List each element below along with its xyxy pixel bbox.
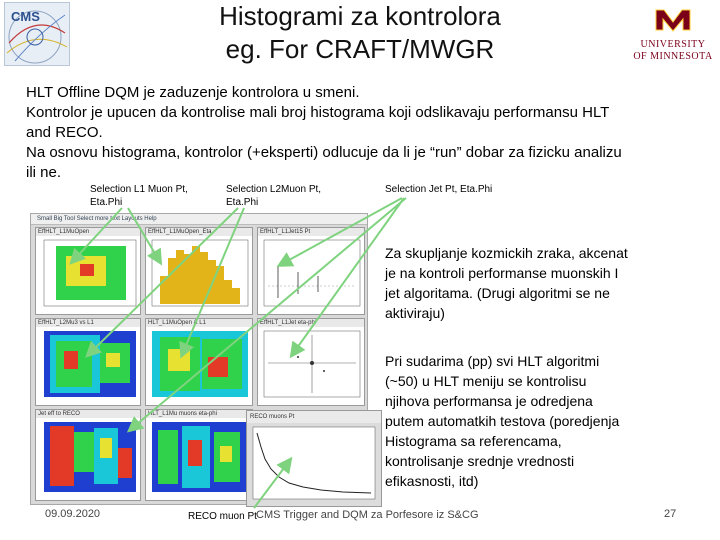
umn-line-2: OF MINNESOTA xyxy=(633,51,713,62)
body-line-2: Kontrolor je upucen da kontrolise mali broj histograma koji odslikavaju performansu HLT xyxy=(26,104,610,121)
footer-page-number: 27 xyxy=(664,508,677,520)
right-text-1-line-4: aktiviraju) xyxy=(385,305,445,321)
panel-6-title: EffHLT_L1Jet eta-phi xyxy=(258,319,364,327)
label-l1-line-2: Eta.Phi xyxy=(90,197,123,208)
label-l1-line-1: Selection L1 Muon Pt, xyxy=(90,184,188,195)
label-l2-line-2: Eta.Phi xyxy=(226,197,259,208)
arrow-l1-to-panel1 xyxy=(72,208,122,262)
right-text-2-line-1: Pri sudarima (pp) svi HLT algoritmi xyxy=(385,353,600,369)
arrow-jet-to-panel7 xyxy=(130,198,406,430)
label-jet: Selection Jet Pt, Eta.Phi xyxy=(385,184,493,195)
title-line-2: eg. For CRAFT/MWGR xyxy=(225,34,495,64)
right-text-2-line-2: (~50) u HLT meniju se kontrolisu xyxy=(385,373,587,389)
right-text-2-line-6: kontrolisanje srednje vrednosti xyxy=(385,453,575,469)
panel-7-title: Jet eff to RECO xyxy=(36,410,140,418)
arrow-l2-to-panel4 xyxy=(88,208,238,355)
label-reco-muon: RECO muon Pt xyxy=(188,511,257,522)
panel-4-title: EffHLT_L2Mu3 vs L1 xyxy=(36,319,140,327)
panel-2-title: EffHLT_L1MuOpen_Eta xyxy=(146,228,252,236)
title-line-1: Histogrami za kontrolora xyxy=(219,1,501,31)
body-line-1: HLT Offline DQM je zaduzenje kontrolora u smeni. xyxy=(26,84,360,101)
right-text-2-line-4: putem automatkih testova (poredjenja xyxy=(385,413,620,429)
cms-logo-text: CMS xyxy=(11,9,40,24)
right-text-2-line-3: njihova performansa je odredjena xyxy=(385,393,593,409)
arrow-reco-to-panel xyxy=(254,460,290,508)
reco-panel-title: RECO muons Pt xyxy=(247,411,381,423)
panel-1-title: EffHLT_L1MuOpen xyxy=(36,228,140,236)
footer-date: 09.09.2020 xyxy=(45,508,101,520)
right-text-1-line-2: je na kontroli performanse muonskih I xyxy=(385,265,619,281)
body-line-3: and RECO. xyxy=(26,124,103,141)
dqm-toolbar-text: Small Big Tool Select more text Layouts Help xyxy=(37,216,157,222)
panel-3-title: EffHLT_L1Jet15 Pt xyxy=(258,228,364,236)
arrow-l2-to-panel5 xyxy=(182,208,244,355)
panel-8-title: HLT_L1Mu muons eta-phi xyxy=(146,410,252,418)
body-line-4: Na osnovu histograma, kontrolor (+eksperti) odlucuje da li je “run” dobar za fizicku analizu xyxy=(26,144,622,161)
right-text-2-line-5: Histograma sa referencama, xyxy=(385,433,562,449)
panel-5-title: HLT_L1MuOpen & L1 xyxy=(146,319,252,327)
right-text-1-line-3: jet algoritama. (Drugi algoritmi se ne xyxy=(385,285,610,301)
right-text-1-line-1: Za skupljanje kozmickih zraka, akcenat xyxy=(385,245,628,261)
right-text-block-1 xyxy=(385,243,705,323)
label-l2-line-1: Selection L2Muon Pt, xyxy=(226,184,322,195)
footer-center: CMS Trigger and DQM za Porfesore iz S&CG xyxy=(256,509,479,521)
body-line-5: ili ne. xyxy=(26,164,62,181)
right-text-2-line-7: efikasnosti, itd) xyxy=(385,473,479,489)
right-text-block-2 xyxy=(385,351,705,491)
arrow-l1-to-panel2 xyxy=(128,208,160,262)
arrow-jet-to-panel3 xyxy=(280,198,402,265)
umn-line-1: UNIVERSITY xyxy=(640,39,706,50)
